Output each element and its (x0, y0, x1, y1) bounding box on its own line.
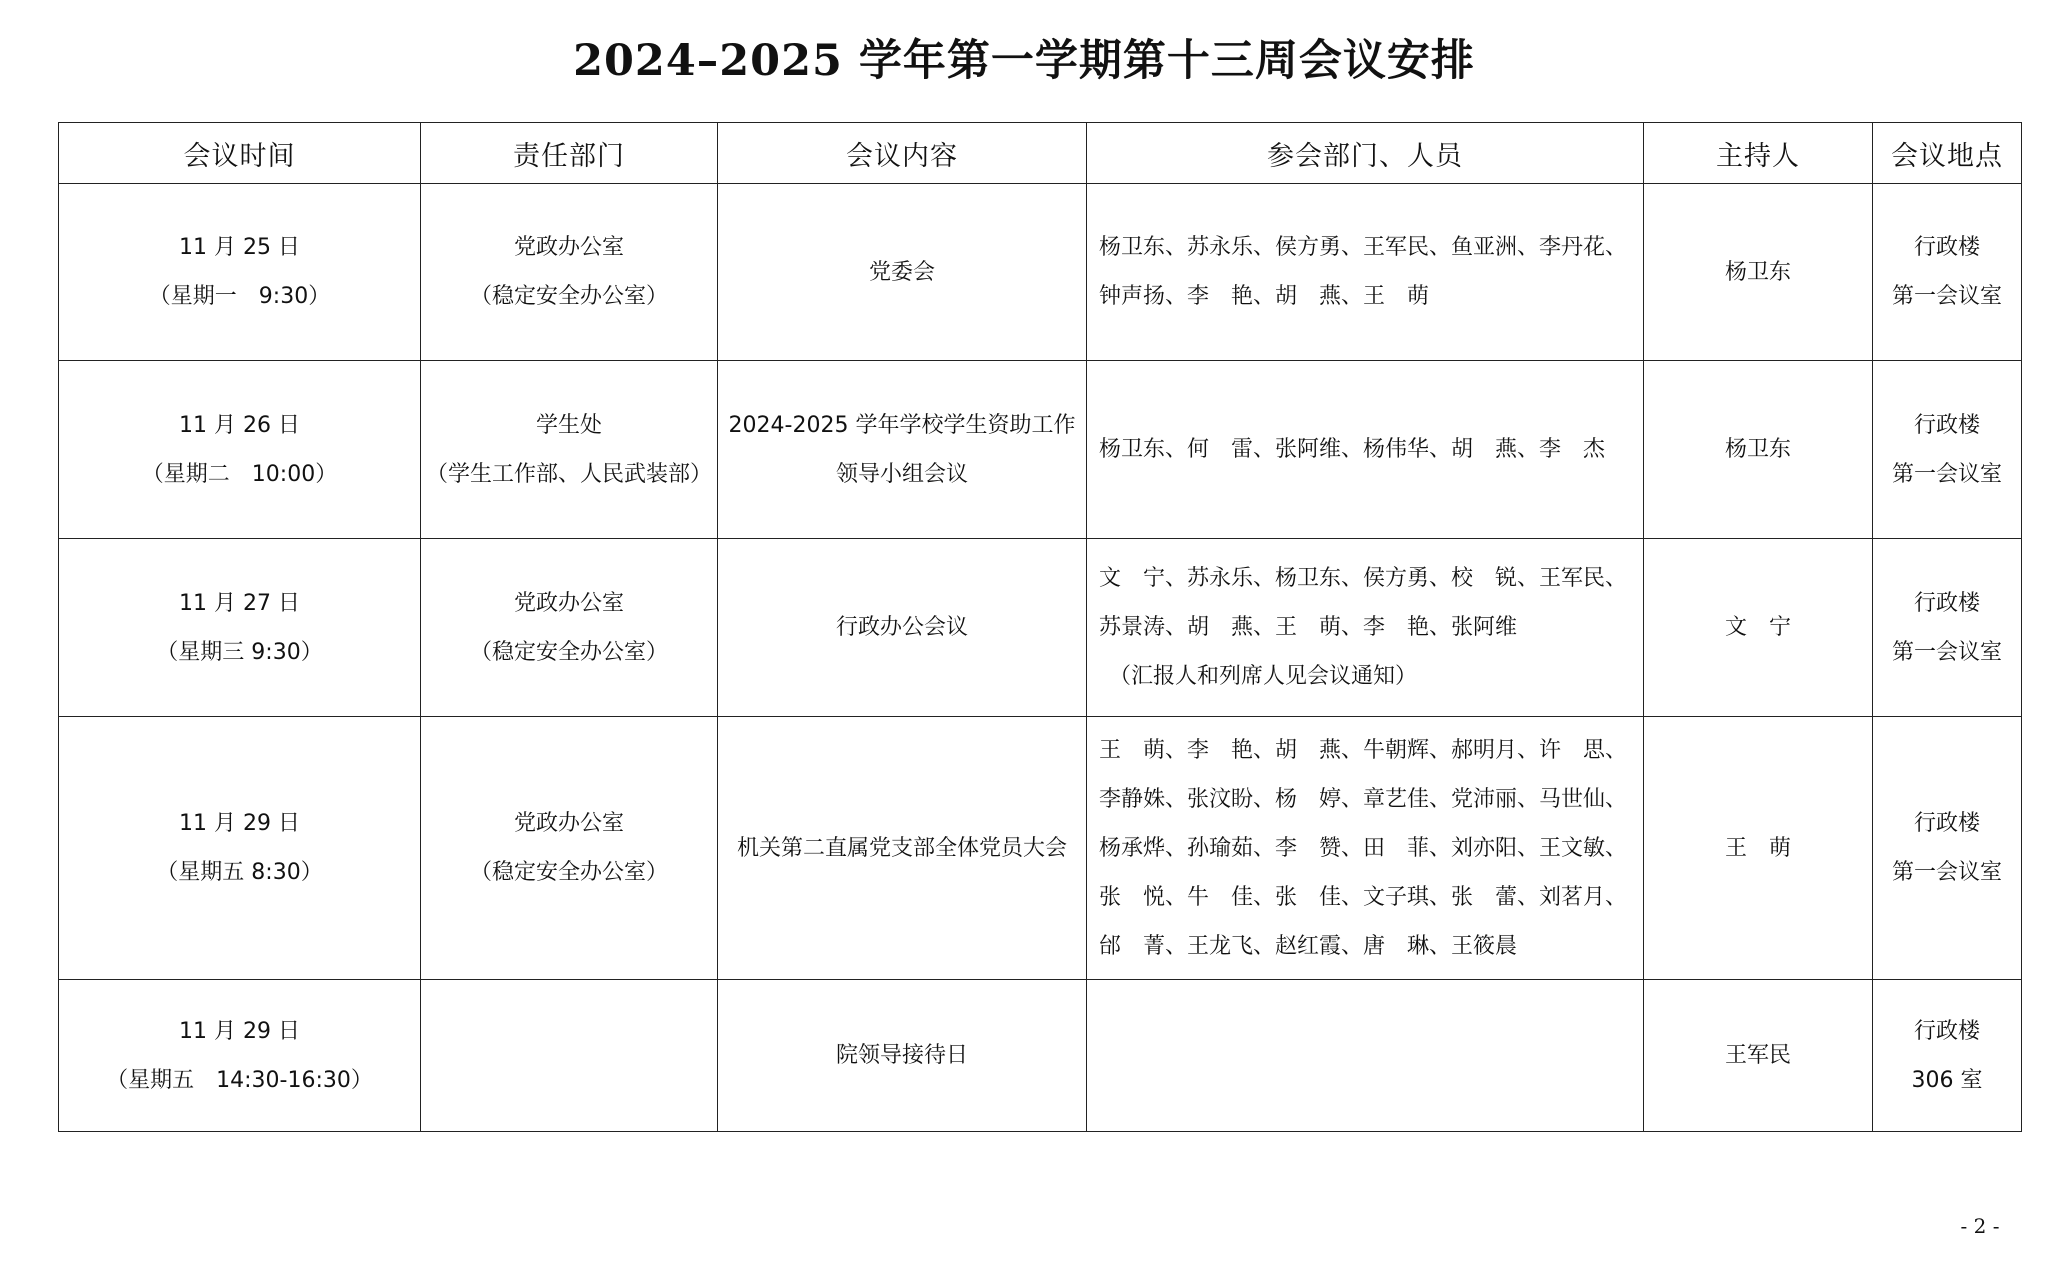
participants-line: 邰 菁、王龙飞、赵红霞、唐 琳、王筱晨 (1099, 933, 1518, 959)
participants-line: 杨承烨、孙瑜茹、李 赞、田 菲、刘亦阳、王文敏、 (1099, 835, 1628, 861)
cell-department (421, 361, 718, 539)
meeting-date: 11 月 29 日 (179, 1018, 300, 1044)
meeting-content-line2: 领导小组会议 (835, 461, 968, 487)
department-name: 党政办公室 (513, 590, 624, 616)
cell-department (421, 539, 718, 717)
header-department: 责任部门 (421, 123, 718, 184)
meeting-weekday-time: （星期一 9:30） (148, 284, 331, 309)
cell-participants (1087, 717, 1644, 980)
location-building: 行政楼 (1913, 590, 1980, 616)
meeting-date: 11 月 26 日 (179, 412, 300, 438)
department-name: 党政办公室 (513, 235, 624, 260)
participants-note: （汇报人和列席人见会议通知） (1109, 664, 1418, 689)
page-number: - 2 - (1960, 1214, 2000, 1238)
header-content: 会议内容 (718, 123, 1087, 184)
location-room: 第一会议室 (1891, 461, 2002, 487)
meeting-weekday-time: （星期五 8:30） (156, 860, 323, 885)
department-name: 学生处 (535, 412, 602, 438)
header-participants: 参会部门、人员 (1087, 123, 1644, 184)
meeting-content: 行政办公会议 (835, 615, 968, 640)
cell-department-empty (421, 980, 718, 1132)
participants-line: 王 萌、李 艳、胡 燕、牛朝辉、郝明月、许 思、 (1099, 737, 1628, 763)
cell-content (718, 184, 1087, 361)
table-row (59, 539, 2022, 717)
participants-line: 文 宁、苏永乐、杨卫东、侯方勇、校 锐、王军民、 (1099, 566, 1628, 591)
meeting-content: 院领导接待日 (835, 1043, 968, 1068)
participants-line: 杨卫东、苏永乐、侯方勇、王军民、鱼亚洲、李丹花、 (1099, 235, 1628, 260)
location-room: 306 室 (1911, 1067, 1983, 1093)
participants-line: 杨卫东、何 雷、张阿维、杨伟华、胡 燕、李 杰 (1099, 437, 1606, 462)
location-room: 第一会议室 (1891, 860, 2002, 885)
location-building: 行政楼 (1913, 811, 1980, 836)
department-subname: （稳定安全办公室） (469, 860, 668, 885)
department-name: 党政办公室 (513, 811, 624, 836)
header-host: 主持人 (1644, 123, 1873, 184)
meeting-weekday-time: （星期五 14:30-16:30） (106, 1067, 373, 1093)
cell-time (59, 361, 421, 539)
meeting-date: 11 月 29 日 (179, 811, 300, 836)
cell-content (718, 539, 1087, 717)
department-subname: （学生工作部、人民武装部） (425, 461, 712, 487)
location-room: 第一会议室 (1891, 639, 2002, 665)
table-row (59, 717, 2022, 980)
cell-time (59, 184, 421, 361)
header-location: 会议地点 (1873, 123, 2022, 184)
page-title: 2024–2025 学年第一学期第十三周会议安排 (573, 36, 1475, 86)
table-row (59, 184, 2022, 361)
cell-host: 王军民 (1644, 980, 1873, 1132)
table-row (59, 361, 2022, 539)
table-row (59, 980, 2022, 1132)
participants-line: 李静姝、张汶盼、杨 婷、章艺佳、党沛丽、马世仙、 (1099, 786, 1628, 812)
cell-location (1873, 539, 2022, 717)
cell-host: 王 萌 (1644, 717, 1873, 980)
cell-host: 杨卫东 (1644, 184, 1873, 361)
location-building: 行政楼 (1913, 235, 1980, 260)
meeting-content: 党委会 (868, 259, 935, 285)
cell-time (59, 539, 421, 717)
cell-host: 杨卫东 (1644, 361, 1873, 539)
department-subname: （稳定安全办公室） (469, 284, 668, 309)
cell-content (718, 361, 1087, 539)
header-time: 会议时间 (59, 123, 421, 184)
meeting-weekday-time: （星期三 9:30） (156, 639, 323, 665)
participants-line: 苏景涛、胡 燕、王 萌、李 艳、张阿维 (1099, 615, 1518, 640)
meeting-date: 11 月 27 日 (179, 590, 300, 616)
cell-content (718, 980, 1087, 1132)
cell-participants (1087, 184, 1644, 361)
cell-host: 文 宁 (1644, 539, 1873, 717)
meeting-schedule-table (58, 122, 2022, 1132)
cell-location (1873, 184, 2022, 361)
meeting-content: 2024-2025 学年学校学生资助工作 (728, 412, 1076, 438)
location-room: 第一会议室 (1891, 284, 2002, 309)
header-row (59, 123, 2022, 184)
meeting-weekday-time: （星期二 10:00） (141, 461, 338, 487)
location-building: 行政楼 (1913, 412, 1980, 438)
department-subname: （稳定安全办公室） (469, 639, 668, 665)
cell-time (59, 717, 421, 980)
location-building: 行政楼 (1913, 1018, 1980, 1044)
participants-line: 张 悦、牛 佳、张 佳、文子琪、张 蕾、刘茗月、 (1099, 884, 1628, 910)
meeting-date: 11 月 25 日 (179, 235, 300, 260)
cell-department (421, 184, 718, 361)
cell-participants-empty (1087, 980, 1644, 1132)
cell-time (59, 980, 421, 1132)
cell-content (718, 717, 1087, 980)
cell-location (1873, 717, 2022, 980)
cell-participants (1087, 539, 1644, 717)
cell-location (1873, 361, 2022, 539)
cell-department (421, 717, 718, 980)
cell-participants (1087, 361, 1644, 539)
cell-location (1873, 980, 2022, 1132)
participants-line: 钟声扬、李 艳、胡 燕、王 萌 (1099, 284, 1430, 309)
meeting-content: 机关第二直属党支部全体党员大会 (736, 835, 1067, 861)
